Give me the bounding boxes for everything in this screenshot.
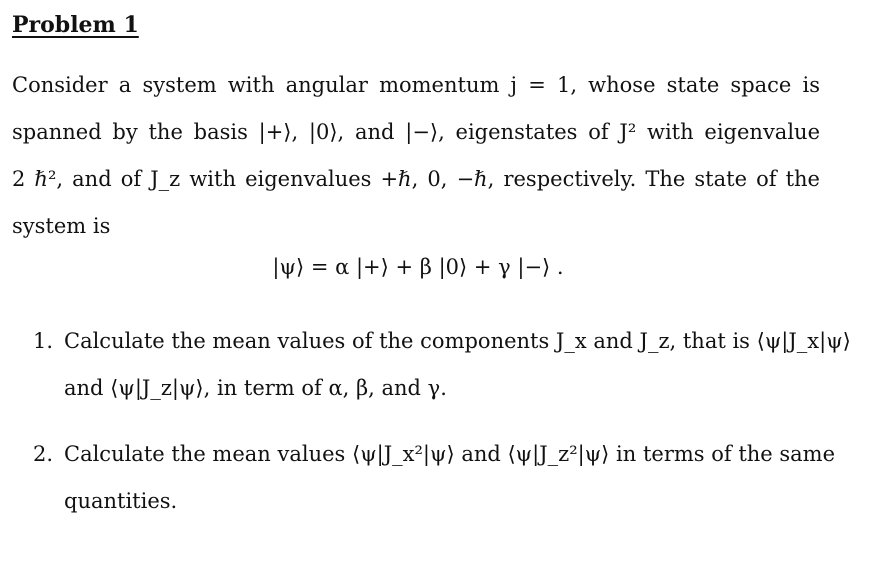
statement-line-4: system is (12, 214, 111, 238)
question-item-2 (33, 431, 836, 531)
statement-line-1: Consider a system with angular momentum j = 1, whose state space is (12, 73, 820, 97)
problem-heading: Problem 1 (12, 12, 139, 38)
question-line: Calculate the mean values of the components J_x and J_z, that is ⟨ψ|J_x|ψ⟩ (64, 329, 851, 353)
state-equation: |ψ⟩ = α |+⟩ + β |0⟩ + γ |−⟩ . (272, 255, 564, 279)
question-body (64, 431, 836, 525)
question-item-1 (33, 318, 851, 418)
statement-line-2: spanned by the basis |+⟩, |0⟩, and |−⟩, eigenstates of J² with eigenvalue (12, 120, 820, 144)
question-number: 2. (33, 442, 54, 466)
statement-line-3: 2 ℏ², and of J_z with eigenvalues +ℏ, 0, −ℏ, respectively. The state of the (12, 167, 820, 191)
question-number: 1. (33, 329, 54, 353)
problem-statement (12, 62, 820, 250)
question-line: Calculate the mean values ⟨ψ|J_x²|ψ⟩ and ⟨ψ|J_z²|ψ⟩ in terms of the same (64, 442, 836, 466)
question-line: and ⟨ψ|J_z|ψ⟩, in term of α, β, and γ. (64, 376, 447, 400)
question-line: quantities. (64, 489, 178, 513)
question-body (64, 318, 851, 412)
